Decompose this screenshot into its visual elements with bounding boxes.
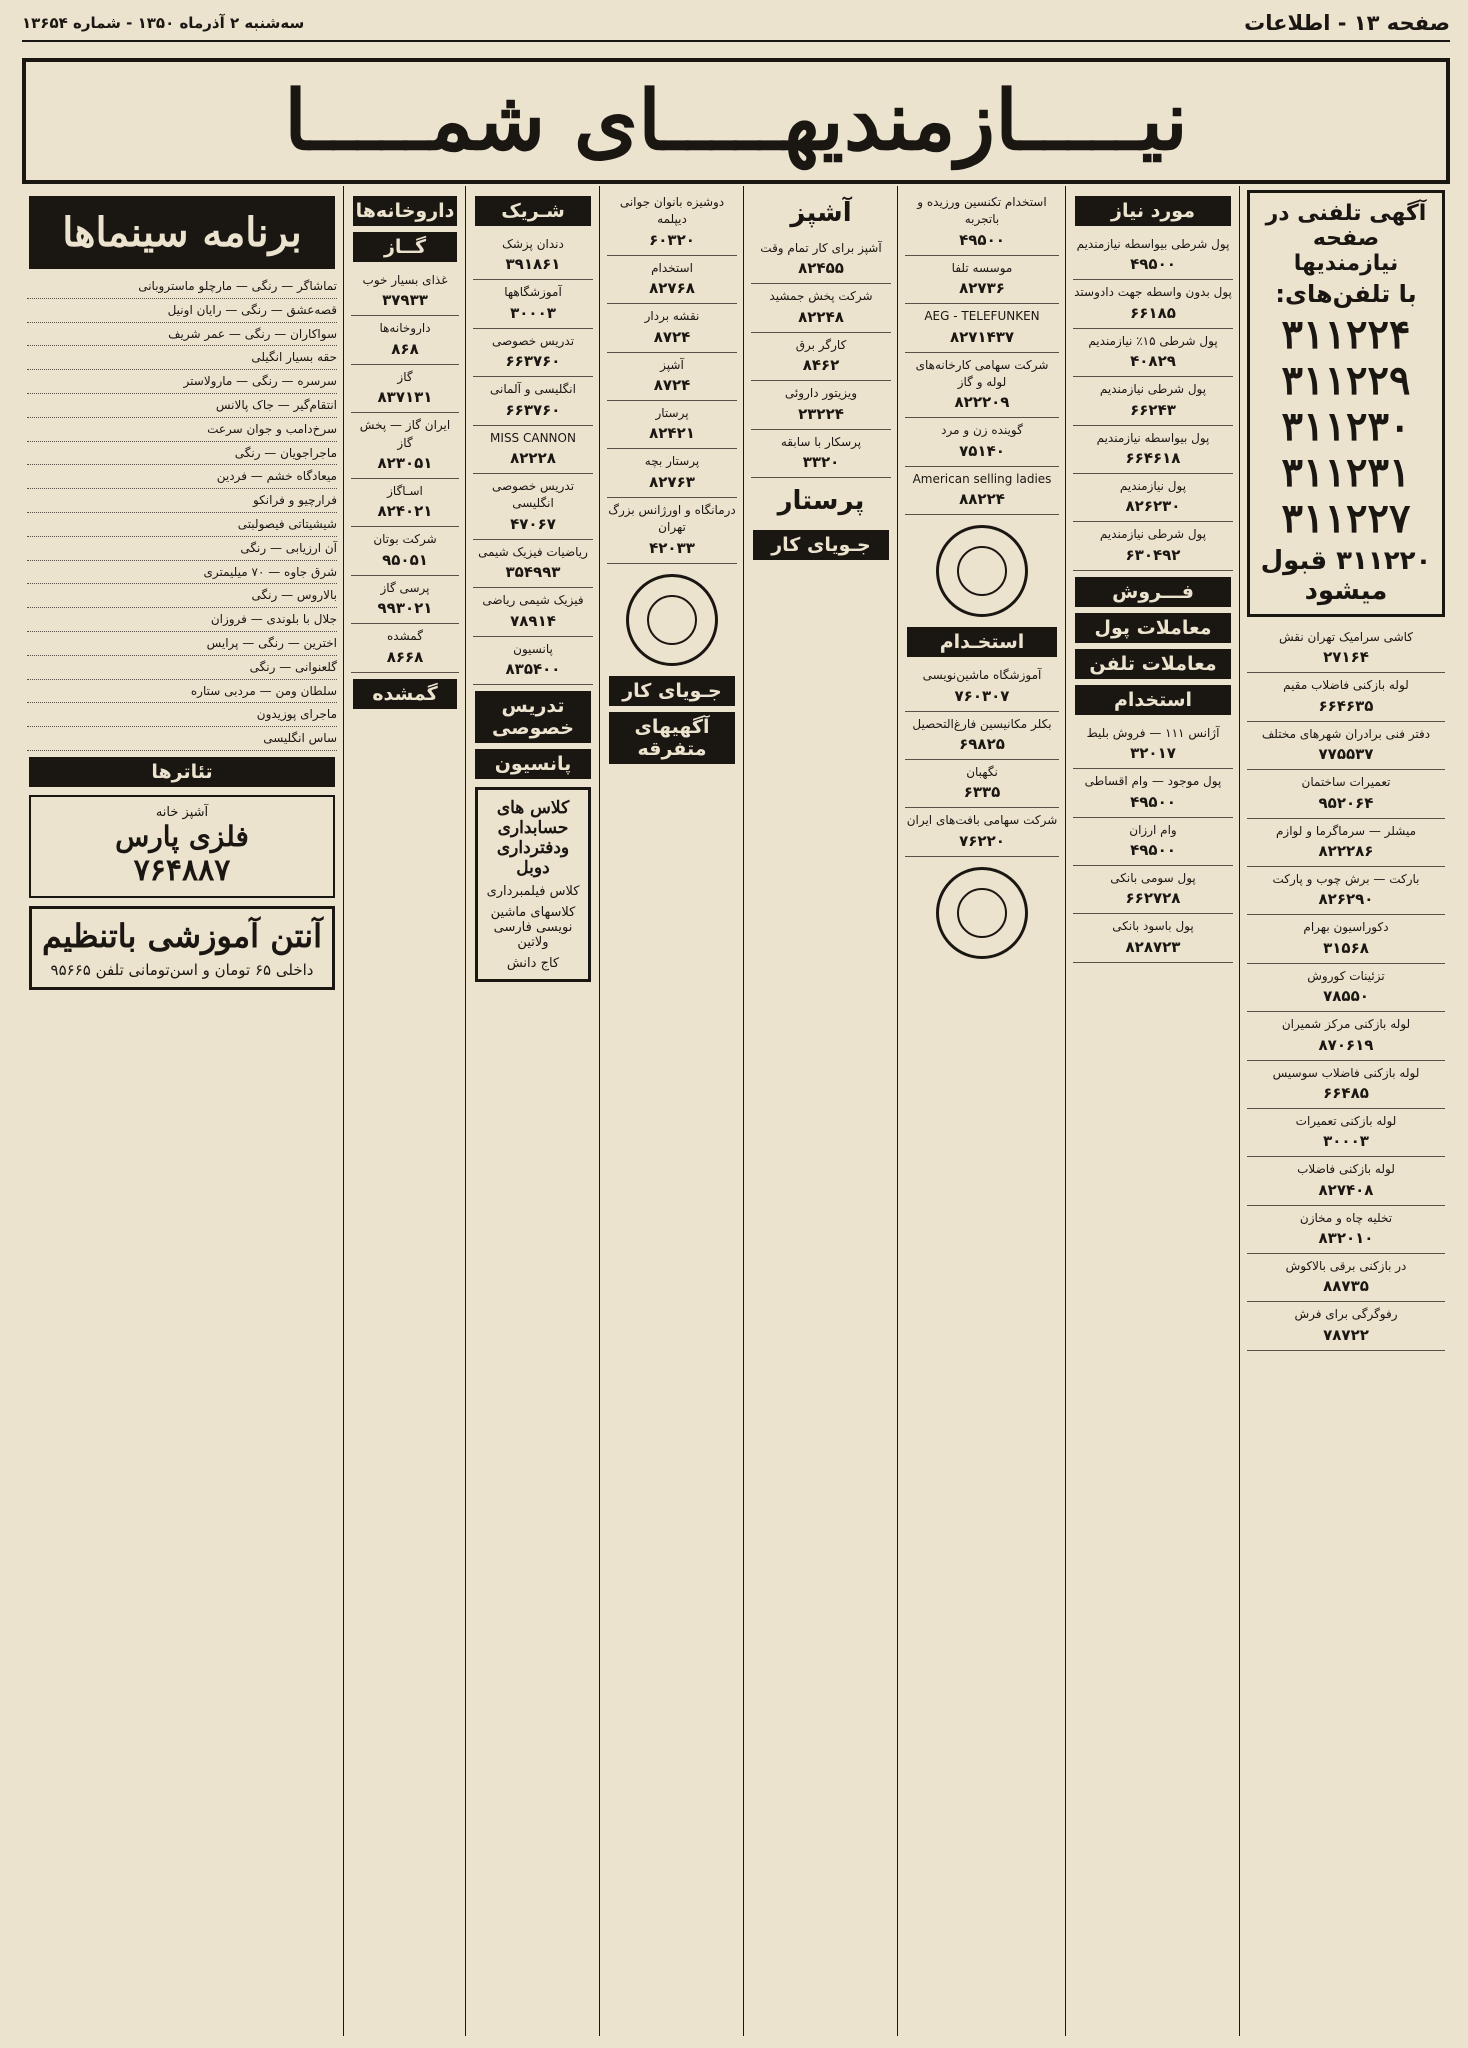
classified-ad	[607, 498, 737, 564]
column-4	[746, 186, 896, 2036]
ad-text: ریاضیات فیزیک شیمی	[478, 544, 588, 559]
classified-ad	[1073, 818, 1233, 866]
ad-text: غذای بسیار خوب	[362, 273, 448, 287]
classified-ad	[751, 381, 891, 429]
ad-text: شرکت بوتان	[373, 532, 437, 547]
accounting-class-ad	[475, 787, 591, 982]
ad-text: پول شرطی ۱۵٪ نیازمندیم	[1088, 333, 1218, 348]
classified-ad	[1247, 770, 1445, 818]
ad-text: انگلیسی و آلمانی	[490, 382, 576, 397]
classified-ad	[1073, 377, 1233, 425]
classified-ad	[905, 663, 1059, 711]
cinema-listing: اخترین — رنگی — پرایس	[27, 632, 337, 656]
ad-text: پول شرطی نیازمندیم	[1099, 382, 1207, 397]
classified-ad	[607, 256, 737, 304]
ad-phone: ۷۶۲۲۰	[959, 831, 1005, 850]
classified-ad	[1073, 426, 1233, 474]
ad-text: پول بیواسطه نیازمندیم	[1096, 430, 1210, 445]
ad-text: پول سومی بانکی	[1110, 870, 1196, 885]
classified-ad	[905, 353, 1059, 419]
ad-text: فیزیک شیمی ریاضی	[482, 593, 584, 608]
classified-ad	[473, 426, 593, 474]
phone-box-heading: آگهی تلفنی در صفحه نیازمندیها	[1265, 201, 1427, 276]
cinema-listing: ماجرای پوزیدون	[27, 703, 337, 727]
ad-text: پول نیازمندیم	[1119, 478, 1187, 493]
ad-phone: ۸۲۷۳۶	[959, 279, 1005, 298]
ad-phone: ۶۳۰۴۹۲	[1125, 545, 1181, 564]
cinema-listing: انتقام‌گیر — جاک پالانس	[27, 394, 337, 418]
classified-ad	[351, 624, 459, 672]
classified-ad	[351, 268, 459, 316]
ad-text: تدریس خصوصی انگلیسی	[491, 478, 575, 511]
clinic-seal-logo	[626, 574, 718, 666]
classified-ad	[1247, 1254, 1445, 1302]
ad-list	[351, 268, 459, 673]
ad-text: تزئینات کوروش	[1307, 968, 1385, 983]
ad-phone: ۸۲۲۲۸۶	[1318, 841, 1374, 860]
classified-ad	[1247, 1061, 1445, 1109]
ad-text: آموزشگاهها	[504, 285, 562, 300]
classified-ad	[1247, 625, 1445, 673]
column-3	[900, 186, 1064, 2036]
ad-phone: ۶۶۳۷۶۰	[505, 352, 561, 371]
ad-text: آموزشگاه ماشین‌نویسی	[922, 668, 1042, 683]
ad-text: موسسه تلفا	[951, 260, 1013, 275]
ad-phone: ۳۵۴۹۹۳	[505, 563, 561, 582]
ad-phone: ۸۲۶۲۹۰	[1318, 890, 1374, 909]
foolad-pars-ad	[29, 795, 335, 898]
ad-phone: ۸۲۴۰۲۱	[377, 502, 433, 521]
ad-phone: ۸۲۲۲۸	[510, 448, 556, 467]
phone-ad-box	[1247, 190, 1445, 617]
section-phone: معاملات تلفن	[1075, 649, 1231, 679]
phone-number: ۳۱۱۲۳۰	[1281, 403, 1411, 450]
ad-phone: ۲۳۲۲۴	[798, 404, 844, 423]
cinema-listing: قصه‌عشق — رنگی — رایان اونیل	[27, 299, 337, 323]
page-header	[22, 6, 1450, 42]
ad-phone: ۴۲۰۳۳	[649, 538, 695, 557]
ad-phone: ۸۲۴۲۱	[649, 424, 695, 443]
classified-ad	[905, 418, 1059, 466]
ad-phone: ۳۰۰۰۳	[1323, 1132, 1369, 1151]
ad-text: شرکت سهامی کارخانه‌های لوله و گاز	[915, 357, 1049, 389]
ad-text: نگهبان	[966, 764, 998, 779]
ad-phone: ۳۱۵۶۸	[1323, 938, 1369, 957]
ad-phone: ۴۹۵۰۰	[1130, 255, 1176, 274]
ad-list	[751, 236, 891, 478]
ad-text: لوله بازکنی مرکز شمیران	[1281, 1017, 1411, 1032]
ad-text: آشپز	[660, 357, 684, 372]
ad-phone: ۸۲۴۵۵	[798, 259, 844, 278]
ad-phone: ۸۲۳۰۵۱	[377, 453, 433, 472]
ad-text: پول باسود بانکی	[1112, 919, 1194, 934]
issue-date: سه‌شنبه ۲ آذرماه ۱۳۵۰ - شماره ۱۳۶۵۴	[22, 14, 305, 32]
ad-text: گاز	[397, 369, 413, 384]
section-hire: استخدام	[1075, 685, 1231, 715]
ad-list	[905, 190, 1059, 515]
classified-ad	[607, 190, 737, 256]
classified-ad	[751, 284, 891, 332]
classified-ad	[1247, 867, 1445, 915]
ad-phone: ۸۶۶۸	[386, 647, 424, 666]
ad-text: بارکت — برش چوب و پارکت	[1272, 871, 1420, 886]
ad-text: پرسی گاز	[380, 580, 430, 595]
classified-ad	[607, 304, 737, 352]
classified-ad	[1073, 866, 1233, 914]
classified-ad	[1247, 722, 1445, 770]
classified-ad	[607, 353, 737, 401]
column-1	[1242, 186, 1450, 2036]
classified-ad	[1247, 915, 1445, 963]
section-pharmacy: داروخانه‌ها	[353, 196, 457, 226]
ad-phone: ۸۷۲۴	[653, 327, 691, 346]
ad-phone: ۸۲۲۴۸	[798, 307, 844, 326]
classifieds-grid	[22, 186, 1450, 2036]
antenna-title: آنتن آموزشی باتنظیم	[41, 916, 322, 955]
ad-list	[1073, 721, 1233, 963]
ad-text: وام ارزان	[1129, 822, 1177, 837]
ad-text: ویزیتور داروئی	[784, 386, 858, 401]
ad-phone: ۷۶۴۸۸۷	[133, 852, 231, 888]
ad-phone: ۸۲۷۱۴۳۷	[949, 327, 1015, 346]
classified-ad	[351, 479, 459, 527]
cinema-listing: گلعنوانی — رنگی	[27, 656, 337, 680]
ad-text: ایران گاز — پخش گاز	[359, 418, 451, 450]
ad-text: MISS CANNON	[490, 430, 576, 445]
ad-phone: ۸۸۷۳۵	[1323, 1277, 1369, 1296]
ad-text: در بازکنی برقی بالاکوش	[1285, 1259, 1407, 1274]
cinema-list	[27, 275, 337, 751]
ad-phone: ۳۹۱۸۶۱	[505, 255, 561, 274]
textile-company-logo	[936, 867, 1028, 959]
ad-phone: ۶۶۳۷۶۰	[505, 400, 561, 419]
ad-phone: ۷۸۵۵۰	[1323, 987, 1369, 1006]
classified-ad	[1073, 721, 1233, 769]
classified-ad	[905, 760, 1059, 808]
classified-ad	[905, 467, 1059, 515]
ad-phone: ۴۷۰۶۷	[510, 514, 556, 533]
ad-phone: ۶۳۳۵	[963, 783, 1001, 802]
section-needed: مورد نیاز	[1075, 196, 1231, 226]
classified-ad	[1073, 769, 1233, 817]
ad-text: پول موجود — وام اقساطی	[1084, 774, 1222, 789]
ad-text: پول شرطی نیازمندیم	[1099, 527, 1207, 542]
ad-phone: ۹۵۰۵۱	[382, 550, 428, 569]
phone-box-footer: ۳۱۱۲۲۰ قبول میشود	[1260, 546, 1432, 606]
ad-text: پرستار	[655, 405, 689, 420]
cinema-listing: حقه بسیار انگیلی	[27, 346, 337, 370]
ad-phone: ۶۶۲۷۲۸	[1125, 889, 1181, 908]
page-number: صفحه ۱۳ - اطلاعات	[1244, 11, 1450, 35]
classified-ad	[351, 316, 459, 364]
cinema-listing: ساس انگلیسی	[27, 727, 337, 751]
classified-ad	[473, 329, 593, 377]
antenna-sub: داخلی ۶۵ تومان و اسن‌تومانی تلفن ۹۵۶۶۵	[50, 960, 314, 979]
classifieds-banner: نیـــــازمندیهـــــای شمـــــا	[22, 58, 1450, 184]
classified-ad	[751, 236, 891, 284]
classified-ad	[1247, 819, 1445, 867]
phone-number: ۳۱۱۲۲۴	[1281, 311, 1411, 358]
cinema-listing: فرارچیو و فرانکو	[27, 489, 337, 513]
cinema-listing: سلطان ومن — مردبی ستاره	[27, 680, 337, 704]
classified-ad	[351, 527, 459, 575]
ad-text: بکلر مکانیسین فارغ‌التحصیل	[912, 716, 1052, 731]
ad-text: پرستار بچه	[644, 454, 700, 469]
section-jobs: جـویای کار	[609, 676, 735, 706]
section-partner: شـریک	[475, 196, 591, 226]
ad-phone: ۳۰۰۰۳	[510, 303, 556, 322]
section-gas: گــاز	[353, 232, 457, 262]
classified-ad	[1247, 964, 1445, 1012]
ad-phone: ۸۷۰۶۱۹	[1318, 1035, 1374, 1054]
ad-phone: ۶۹۸۲۵	[959, 734, 1005, 753]
ad-text: لوله بازکنی فاضلاب مقیم	[1283, 678, 1409, 693]
ad-text: نقشه بردار	[644, 309, 700, 324]
ad-phone: ۴۹۵۰۰	[1130, 840, 1176, 859]
classified-ad	[351, 413, 459, 479]
classified-ad	[905, 304, 1059, 352]
section-tutoring: تدریس خصوصی	[475, 691, 591, 743]
ad-text: دوشیزه بانوان جوانی دیپلمه	[619, 195, 725, 227]
section-lost: گمشده	[353, 679, 457, 709]
ad-text: تعمیرات ساختمان	[1301, 775, 1391, 790]
cinema-listing: شیشیتاتی فیصولبتی	[27, 513, 337, 537]
classified-ad	[1073, 232, 1233, 280]
classified-ad	[905, 190, 1059, 256]
ad-text: استخدام تکنسین ورزیده و باتجربه	[917, 195, 1047, 227]
ad-phone: ۸۷۲۴	[653, 375, 691, 394]
section-cook: آشپز	[790, 198, 852, 228]
company-seal-logo	[936, 525, 1028, 617]
ad-brand: فلزی پارس	[115, 819, 249, 853]
ad-text: میشلر — سرماگرما و لوازم	[1276, 823, 1416, 838]
ad-note: آشپز خانه	[155, 804, 209, 820]
phone-number: ۳۱۱۲۲۹	[1281, 357, 1411, 404]
ad-text: دندان پزشک	[502, 237, 564, 251]
ad-phone: ۶۶۴۸۵	[1323, 1083, 1369, 1102]
section-jobs: جـویای کار	[753, 530, 889, 560]
antenna-ad	[29, 906, 335, 990]
ad-phone: ۷۶۰۳۰۷	[954, 686, 1010, 705]
ad-text: لوله بازکنی تعمیرات	[1295, 1113, 1397, 1128]
typing-class: کلاسهای ماشین نویسی فارسی ولاتین	[490, 904, 576, 950]
classified-ad	[905, 256, 1059, 304]
column-7	[346, 186, 464, 2036]
cinema-listing: تماشاگر — رنگی — مارچلو ماستروبانی	[27, 275, 337, 299]
classified-ad	[751, 333, 891, 381]
section-money: معاملات پول	[1075, 613, 1231, 643]
classified-ad	[1247, 1302, 1445, 1350]
ad-phone: ۸۳۷۱۳۱	[377, 388, 433, 407]
classified-ad	[351, 365, 459, 413]
ad-text: گمشده	[387, 629, 423, 644]
classified-ad	[473, 637, 593, 685]
cinema-listing: بالاروس — رنگی	[27, 584, 337, 608]
cinema-listing: سواکاران — رنگی — عمر شریف	[27, 323, 337, 347]
ad-text: کارگر برق	[795, 337, 847, 352]
section-nurse: پرستار	[777, 485, 865, 516]
ad-phone: ۴۹۵۰۰	[1130, 792, 1176, 811]
ad-phone: ۷۷۵۵۳۷	[1318, 745, 1374, 764]
classified-ad	[473, 540, 593, 588]
school-name: کاج دانش	[506, 955, 560, 971]
ad-phone: ۸۴۶۲	[802, 356, 840, 375]
section-hire: استخـدام	[907, 627, 1057, 657]
phone-box-sub: با تلفن‌های:	[1275, 280, 1417, 308]
ad-phone: ۳۲۰۱۷	[1130, 744, 1176, 763]
ad-text: داروخانه‌ها	[379, 321, 431, 336]
phone-number: ۳۱۱۲۳۱	[1281, 449, 1411, 496]
ad-phone: ۲۷۱۶۴	[1323, 648, 1369, 667]
ad-phone: ۷۸۹۱۴	[510, 611, 556, 630]
phone-number: ۳۱۱۲۲۷	[1281, 495, 1411, 542]
ad-text: پرسکار با سابقه	[780, 434, 862, 449]
ad-phone: ۶۶۱۸۵	[1130, 303, 1176, 322]
classified-ad	[1247, 673, 1445, 721]
ad-text: شرکت پخش جمشید	[769, 289, 873, 304]
section-pension: پانسیون	[475, 749, 591, 779]
ad-phone: ۸۲۷۶۳	[649, 472, 695, 491]
ad-text: دکوراسیون بهرام	[1303, 920, 1389, 935]
cinema-listing: سرسره — رنگی — مارولاستر	[27, 370, 337, 394]
ad-text: AEG - TELEFUNKEN	[924, 309, 1040, 324]
ad-text: پول بدون واسطه جهت دادوستد	[1074, 285, 1232, 300]
column-8	[22, 186, 342, 2036]
classified-ad	[1073, 522, 1233, 570]
ad-text: لوله بازکنی فاضلاب	[1297, 1162, 1395, 1177]
classified-ad	[473, 377, 593, 425]
ad-phone: ۶۶۲۴۳	[1130, 400, 1176, 419]
ad-text: آشپز برای کار تمام وقت	[760, 241, 882, 255]
column-2	[1068, 186, 1238, 2036]
classified-ad	[473, 232, 593, 280]
ad-text: استخدام	[651, 260, 693, 275]
ad-text: گوینده زن و مرد	[941, 423, 1023, 438]
classified-ad	[1073, 474, 1233, 522]
classified-ad	[607, 449, 737, 497]
cinema-program-title: برنامه سینماها	[29, 196, 335, 269]
ad-text: پانسیون	[513, 641, 553, 656]
classified-ad	[473, 280, 593, 328]
classified-ad	[1247, 1157, 1445, 1205]
ad-text: رفوگرگی برای فرش	[1294, 1307, 1398, 1322]
classified-ad	[607, 401, 737, 449]
ad-list	[473, 232, 593, 685]
section-theaters: تئاترها	[29, 757, 335, 787]
ad-phone: ۶۶۴۶۳۵	[1318, 696, 1374, 715]
section-misc: آگهیهای متفرقه	[609, 712, 735, 764]
cinema-listing: سرخ‌دامب و جوان سرعت	[27, 418, 337, 442]
ad-phone: ۸۳۲۰۱۰	[1318, 1229, 1374, 1248]
ad-list	[607, 190, 737, 564]
cinema-listing: شرق جاوه — ۷۰ میلیمتری	[27, 561, 337, 585]
accounting-title: کلاس های حسابداری ودفترداری دوبل	[496, 797, 570, 878]
classified-ad	[751, 430, 891, 478]
ad-phone: ۷۵۱۴۰	[959, 441, 1005, 460]
ad-text: American selling ladies	[912, 471, 1052, 486]
column-5	[602, 186, 742, 2036]
ad-phone: ۸۲۷۴۰۸	[1318, 1180, 1374, 1199]
ad-phone: ۸۲۲۲۰۹	[954, 393, 1010, 412]
classified-ad	[351, 576, 459, 624]
cinema-listing: آن ارزیابی — رنگی	[27, 537, 337, 561]
classified-ad	[473, 588, 593, 636]
ad-phone: ۸۲۷۶۸	[649, 279, 695, 298]
ad-text: تخلیه چاه و مخازن	[1299, 1210, 1393, 1225]
ad-phone: ۸۸۲۲۴	[959, 490, 1005, 509]
section-sale: فـــروش	[1075, 577, 1231, 607]
ad-phone: ۸۲۶۲۳۰	[1125, 497, 1181, 516]
column-6	[468, 186, 598, 2036]
ad-list	[1247, 625, 1445, 1351]
ad-text: آژانس ۱۱۱ — فروش بلیط	[1086, 725, 1220, 740]
classified-ad	[1247, 1012, 1445, 1060]
ad-phone: ۴۹۵۰۰	[959, 230, 1005, 249]
film-class: کلاس فیلمبرداری	[486, 883, 580, 899]
classified-ad	[473, 474, 593, 540]
ad-phone: ۶۶۴۶۱۸	[1125, 448, 1181, 467]
classified-ad	[905, 712, 1059, 760]
classified-ad	[1073, 914, 1233, 962]
ad-phone: ۹۵۲۰۶۴	[1318, 793, 1374, 812]
ad-text: شرکت سهامی بافت‌های ایران	[906, 813, 1058, 828]
ad-phone: ۸۶۸	[391, 339, 419, 358]
ad-phone: ۹۹۳۰۲۱	[377, 599, 433, 618]
cinema-listing: میعادگاه خشم — فردین	[27, 465, 337, 489]
ad-text: دفتر فنی برادران شهرهای مختلف	[1261, 726, 1431, 741]
classified-ad	[1247, 1206, 1445, 1254]
cinema-listing: ماجراجویان — رنگی	[27, 442, 337, 466]
classified-ad	[905, 808, 1059, 856]
classified-ad	[1073, 329, 1233, 377]
cinema-listing: جلال با بلوندی — فروزان	[27, 608, 337, 632]
ad-text: اسـاگاز	[387, 483, 423, 498]
ad-phone: ۸۳۵۴۰۰	[505, 659, 561, 678]
ad-text: تدریس خصوصی	[491, 333, 575, 348]
ad-list	[1073, 232, 1233, 571]
ad-text: کاشی سرامیک تهران نقش	[1278, 630, 1413, 644]
ad-phone: ۷۸۷۲۲	[1323, 1325, 1369, 1344]
ad-phone: ۶۰۳۲۰	[649, 230, 695, 249]
ad-text: لوله بازکنی فاضلاب سوسیس	[1272, 1065, 1420, 1080]
ad-phone: ۸۲۸۷۲۳	[1125, 937, 1181, 956]
ad-phone: ۴۰۸۲۹	[1130, 352, 1176, 371]
ad-phone: ۳۷۹۳۳	[382, 291, 428, 310]
classified-ad	[1247, 1109, 1445, 1157]
ad-list	[905, 663, 1059, 857]
ad-text: پول شرطی بیواسطه نیازمندیم	[1076, 237, 1230, 251]
classified-ad	[1073, 280, 1233, 328]
ad-text: درمانگاه و اورژانس بزرگ تهران	[608, 502, 736, 535]
ad-phone: ۳۳۲۰	[802, 452, 840, 471]
